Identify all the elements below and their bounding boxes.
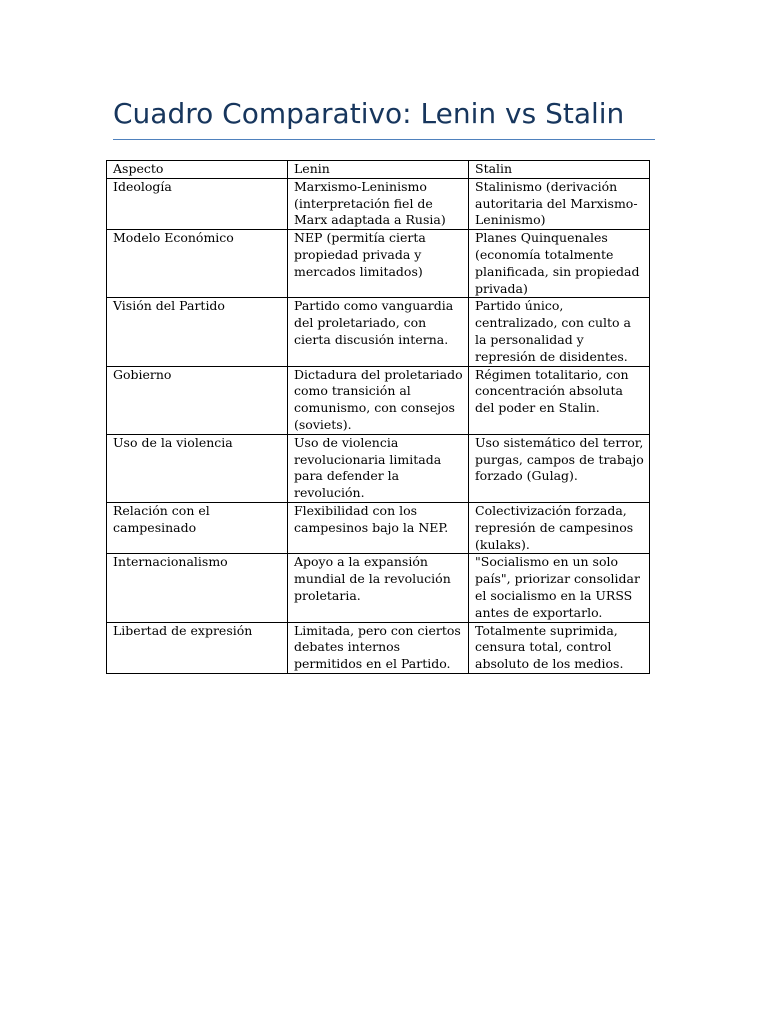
- cell-lenin: Apoyo a la expansión mundial de la revolución proletaria.: [288, 554, 469, 622]
- cell-aspect: Uso de la violencia: [107, 434, 288, 502]
- cell-stalin: Partido único, centralizado, con culto a la personalidad y represión de disidentes.: [469, 298, 650, 366]
- header-cell-aspecto: Aspecto: [107, 161, 288, 179]
- page-title: Cuadro Comparativo: Lenin vs Stalin: [113, 97, 625, 130]
- cell-aspect: Relación con el campesinado: [107, 502, 288, 553]
- cell-aspect: Libertad de expresión: [107, 622, 288, 673]
- cell-stalin: Uso sistemático del terror, purgas, campos de trabajo forzado (Gulag).: [469, 434, 650, 502]
- table-row: [107, 178, 650, 229]
- table-row: [107, 622, 650, 673]
- table-header-row: [107, 161, 650, 179]
- cell-stalin: Planes Quinquenales (economía totalmente planificada, sin propiedad privada): [469, 230, 650, 298]
- cell-stalin: Totalmente suprimida, censura total, control absoluto de los medios.: [469, 622, 650, 673]
- table-row: [107, 554, 650, 622]
- cell-lenin: Flexibilidad con los campesinos bajo la NEP.: [288, 502, 469, 553]
- cell-lenin: NEP (permitía cierta propiedad privada y mercados limitados): [288, 230, 469, 298]
- table-row: [107, 434, 650, 502]
- title-underline: [113, 139, 655, 140]
- cell-aspect: Visión del Partido: [107, 298, 288, 366]
- table-row: [107, 298, 650, 366]
- header-cell-stalin: Stalin: [469, 161, 650, 179]
- header-cell-lenin: Lenin: [288, 161, 469, 179]
- cell-stalin: Régimen totalitario, con concentración absoluta del poder en Stalin.: [469, 366, 650, 434]
- table-row: [107, 230, 650, 298]
- comparison-table: [106, 160, 650, 674]
- cell-aspect: Modelo Económico: [107, 230, 288, 298]
- cell-lenin: Partido como vanguardia del proletariado, con cierta discusión interna.: [288, 298, 469, 366]
- table-row: [107, 366, 650, 434]
- cell-aspect: Internacionalismo: [107, 554, 288, 622]
- cell-lenin: Marxismo-Leninismo (interpretación fiel de Marx adaptada a Rusia): [288, 178, 469, 229]
- cell-stalin: "Socialismo en un solo país", priorizar consolidar el socialismo en la URSS antes de exportarlo.: [469, 554, 650, 622]
- cell-aspect: Gobierno: [107, 366, 288, 434]
- cell-lenin: Uso de violencia revolucionaria limitada para defender la revolución.: [288, 434, 469, 502]
- cell-lenin: Limitada, pero con ciertos debates internos permitidos en el Partido.: [288, 622, 469, 673]
- cell-lenin: Dictadura del proletariado como transición al comunismo, con consejos (soviets).: [288, 366, 469, 434]
- cell-aspect: Ideología: [107, 178, 288, 229]
- table-row: [107, 502, 650, 553]
- cell-stalin: Colectivización forzada, represión de campesinos (kulaks).: [469, 502, 650, 553]
- cell-stalin: Stalinismo (derivación autoritaria del Marxismo-Leninismo): [469, 178, 650, 229]
